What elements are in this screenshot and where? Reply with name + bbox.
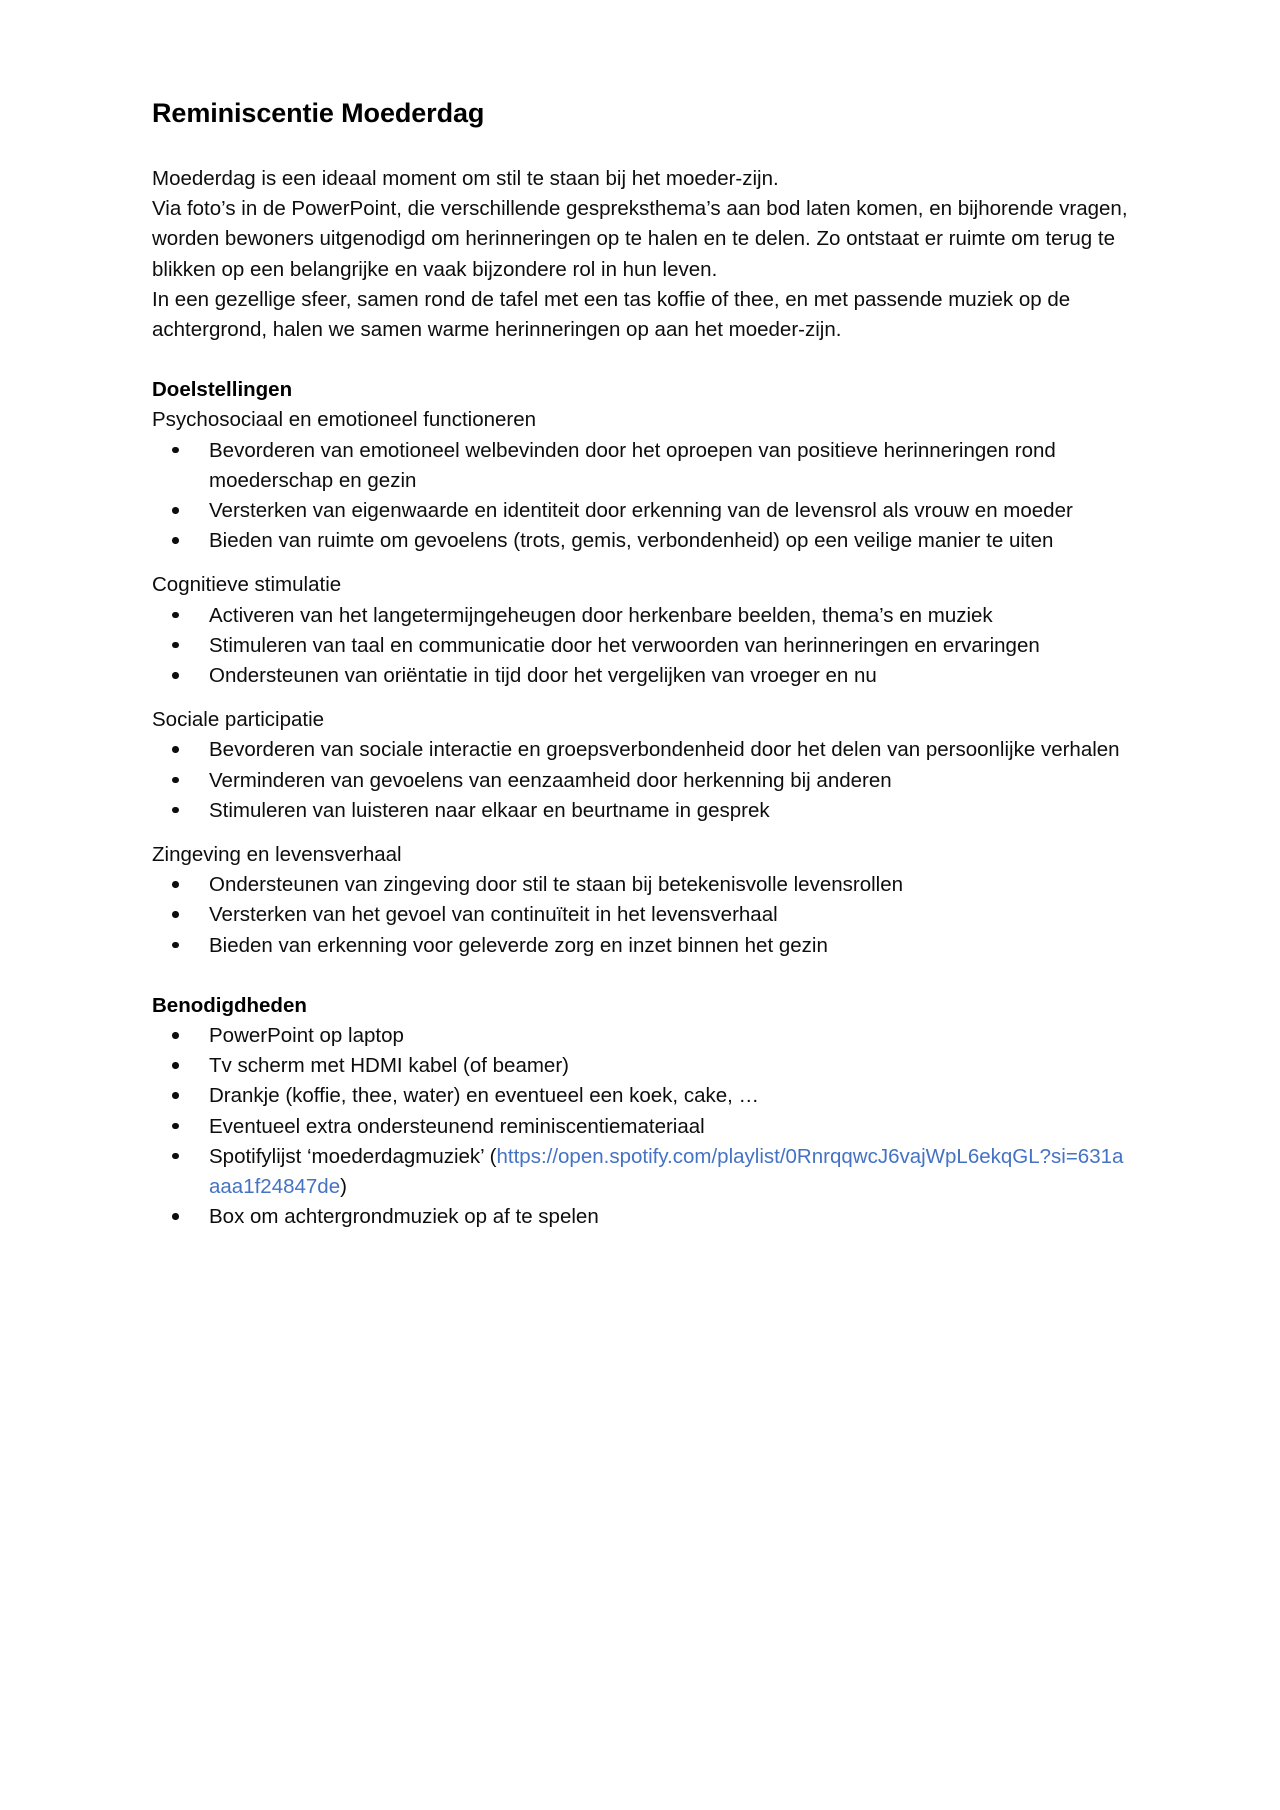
bullet-icon	[172, 447, 179, 454]
spotify-prefix: Spotifylijst ‘moederdagmuziek’ (	[209, 1144, 497, 1168]
intro-line-3: In een gezellige sfeer, samen rond de tafel met een tas koffie of thee, en met passende muziek op de achtergrond, halen we samen warme herinneringen op aan het moeder-zijn.	[152, 287, 1071, 342]
spacer	[152, 691, 1128, 705]
spacer	[152, 556, 1128, 570]
page-title: Reminiscentie Moederdag	[152, 98, 485, 128]
list-item-text: Activeren van het langetermijngeheugen door herkenbare beelden, thema’s en muziek	[209, 603, 993, 627]
list-item-text: Stimuleren van luisteren naar elkaar en beurtname in gesprek	[209, 798, 770, 822]
section-heading-benodigdheden: Benodigdheden	[152, 993, 307, 1017]
bullet-icon	[172, 642, 179, 649]
spacer	[152, 826, 1128, 840]
list-item	[152, 661, 1128, 691]
subheading-sociale: Sociale participatie	[152, 708, 325, 732]
list-item-text: Bieden van ruimte om gevoelens (trots, gemis, verbondenheid) op een veilige manier te uiten	[209, 529, 1054, 553]
list-item	[152, 526, 1128, 556]
list-item-text: Versterken van eigenwaarde en identiteit door erkenning van de levensrol als vrouw en moeder	[209, 499, 1073, 523]
subheading-zingeving: Zingeving en levensverhaal	[152, 843, 402, 867]
list-item-text: Verminderen van gevoelens van eenzaamheid door herkenning bij anderen	[209, 768, 892, 792]
bullet-icon	[172, 507, 179, 514]
bullet-icon	[172, 1092, 179, 1099]
spotify-suffix: )	[340, 1175, 347, 1199]
bullet-icon	[172, 672, 179, 679]
list-item	[152, 1112, 1128, 1142]
bullet-icon	[172, 746, 179, 753]
subheading-psychosociaal: Psychosociaal en emotioneel functioneren	[152, 408, 537, 432]
bullet-list-benodigdheden	[152, 1021, 1128, 1232]
bullet-list-zingeving	[152, 870, 1128, 961]
list-item-text: Tv scherm met HDMI kabel (of beamer)	[209, 1054, 569, 1078]
intro-paragraph	[152, 164, 1128, 345]
list-item-spotify	[152, 1142, 1128, 1202]
list-item-text: Stimuleren van taal en communicatie door het verwoorden van herinneringen en ervaringen	[209, 633, 1040, 657]
list-item-text: Versterken van het gevoel van continuïteit in het levensverhaal	[209, 903, 778, 927]
list-item-text: Ondersteunen van oriëntatie in tijd door het vergelijken van vroeger en nu	[209, 664, 877, 688]
list-item	[152, 601, 1128, 631]
bullet-icon	[172, 1153, 179, 1160]
bullet-icon	[172, 1032, 179, 1039]
bullet-list-psychosociaal	[152, 436, 1128, 557]
list-item	[152, 1051, 1128, 1081]
document-body	[152, 164, 1128, 1233]
list-item	[152, 870, 1128, 900]
list-item	[152, 1081, 1128, 1111]
spotify-text	[209, 1145, 1123, 1198]
list-item	[152, 900, 1128, 930]
bullet-icon	[172, 881, 179, 888]
subheading-cognitieve: Cognitieve stimulatie	[152, 573, 342, 597]
list-item-text: Bevorderen van sociale interactie en groepsverbondenheid door het delen van persoonlijke verhalen	[209, 738, 1120, 762]
section-heading-doelstellingen: Doelstellingen	[152, 378, 293, 402]
list-item-text: Drankje (koffie, thee, water) en eventueel een koek, cake, …	[209, 1084, 760, 1108]
list-item	[152, 796, 1128, 826]
bullet-icon	[172, 1062, 179, 1069]
bullet-icon	[172, 537, 179, 544]
list-item-text: PowerPoint op laptop	[209, 1024, 404, 1048]
list-item	[152, 1021, 1128, 1051]
list-item-text: Bieden van erkenning voor geleverde zorg en inzet binnen het gezin	[209, 933, 828, 957]
bullet-icon	[172, 777, 179, 784]
list-item	[152, 496, 1128, 526]
list-item	[152, 766, 1128, 796]
list-item	[152, 931, 1128, 961]
list-item	[152, 631, 1128, 661]
bullet-icon	[172, 612, 179, 619]
list-item-text: Eventueel extra ondersteunend reminiscentiemateriaal	[209, 1114, 705, 1138]
bullet-icon	[172, 807, 179, 814]
bullet-icon	[172, 942, 179, 949]
list-item-text: Bevorderen van emotioneel welbevinden door het oproepen van positieve herinneringen rond moederschap en gezin	[209, 438, 1056, 492]
list-item	[152, 436, 1128, 496]
list-item-text: Ondersteunen van zingeving door stil te staan bij betekenisvolle levensrollen	[209, 873, 904, 897]
bullet-icon	[172, 1213, 179, 1220]
bullet-list-sociale	[152, 735, 1128, 826]
bullet-icon	[172, 911, 179, 918]
bullet-icon	[172, 1123, 179, 1130]
spotify-playlist-link[interactable]: https://open.spotify.com/playlist/0RnrqqwcJ6vajWpL6ekqGL?si=631aaaa1f24847de	[209, 1144, 1124, 1199]
list-item-text: Box om achtergrondmuziek op af te spelen	[209, 1205, 599, 1229]
list-item	[152, 735, 1128, 765]
bullet-list-cognitieve	[152, 601, 1128, 692]
intro-line-2: Via foto’s in de PowerPoint, die verschillende gespreksthema’s aan bod laten komen, en bijhorende vragen, worden bewoners uitgenodigd om herinneringen op te halen en te delen. Zo ontstaat er ruimte om terug te blikken op een belangrijke en vaak bijzondere rol in hun leven.	[152, 197, 1128, 281]
spacer	[152, 345, 1128, 375]
spacer	[152, 961, 1128, 991]
list-item	[152, 1202, 1128, 1232]
intro-line-1: Moederdag is een ideaal moment om stil te staan bij het moeder-zijn.	[152, 167, 779, 190]
